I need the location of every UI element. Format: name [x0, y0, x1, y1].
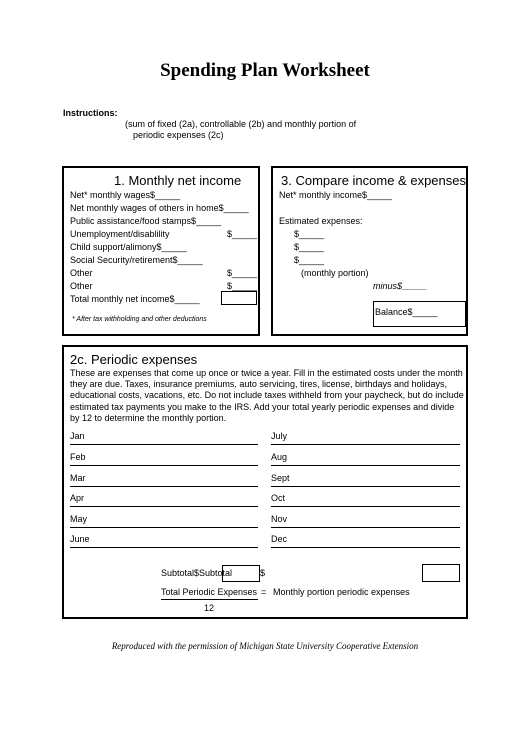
- after-tax-footnote: * After tax withholding and other deductions: [72, 316, 207, 323]
- month-line-oct[interactable]: [271, 506, 460, 507]
- month-line-june[interactable]: [70, 547, 258, 548]
- month-label-nov: Nov: [271, 514, 288, 524]
- other-income-field-1[interactable]: $_____: [227, 268, 258, 278]
- month-line-sept[interactable]: [271, 486, 460, 487]
- subtotal-label: Subtotal$Subtotal: [161, 568, 233, 578]
- month-line-aug[interactable]: [271, 465, 460, 466]
- unemployment-field[interactable]: $_____: [227, 229, 258, 239]
- total-periodic-label: Total Periodic Expenses: [161, 587, 258, 597]
- estimated-expense-field-3[interactable]: $_____: [294, 255, 325, 265]
- estimated-expenses-label: Estimated expenses:: [279, 216, 363, 226]
- equals-sign: =: [261, 587, 267, 597]
- monthly-income-box: [62, 166, 260, 336]
- month-label-mar: Mar: [70, 473, 86, 483]
- instructions-line-2: periodic expenses (2c): [133, 130, 224, 140]
- periodic-expenses-box: [62, 345, 468, 619]
- month-label-feb: Feb: [70, 452, 86, 462]
- month-line-feb[interactable]: [70, 465, 258, 466]
- estimated-expense-field-1[interactable]: $_____: [294, 229, 325, 239]
- month-line-mar[interactable]: [70, 486, 258, 487]
- month-label-may: May: [70, 514, 88, 524]
- periodic-description: These are expenses that come up once or twice a year. Fill in the estimated costs under the month they are due. Taxes, insurance premiums, auto servicing, tires, license, birthdays and holidays, educational costs, vacations, etc. Do not include taxes withheld from your paycheck, but do include estimated tax payments you make to the IRS. Add your total yearly periodic expenses and divide by 12 to determine the monthly portion.: [70, 368, 464, 423]
- others-wages-field[interactable]: Net monthly wages of others in home$_____: [70, 203, 249, 213]
- net-monthly-income-field[interactable]: Net* monthly income$_____: [279, 190, 393, 200]
- month-line-nov[interactable]: [271, 527, 460, 528]
- net-monthly-wages-field[interactable]: Net* monthly wages$_____: [70, 190, 181, 200]
- periodic-heading: 2c. Periodic expenses: [70, 352, 198, 367]
- month-line-may[interactable]: [70, 527, 258, 528]
- permission-footer: Reproduced with the permission of Michigan State University Cooperative Extension: [111, 641, 419, 651]
- social-security-field[interactable]: Social Security/retirement$_____: [70, 255, 203, 265]
- instructions-line-1: (sum of fixed (2a), controllable (2b) and monthly portion of: [125, 119, 357, 129]
- balance-field[interactable]: Balance$_____: [375, 307, 438, 317]
- total-income-box[interactable]: [221, 291, 257, 305]
- monthly-portion-periodic-label: Monthly portion periodic expenses: [273, 587, 410, 597]
- month-label-june: June: [70, 534, 90, 544]
- instructions-label: Instructions:: [63, 108, 118, 118]
- total-net-income-field[interactable]: Total monthly net income$_____: [70, 294, 200, 304]
- month-label-aug: Aug: [271, 452, 288, 462]
- month-line-apr[interactable]: [70, 506, 258, 507]
- minus-field[interactable]: minus$_____: [373, 281, 428, 291]
- subtotal-box-right[interactable]: [422, 564, 460, 582]
- division-line: [161, 599, 258, 600]
- compare-box: [271, 166, 468, 336]
- estimated-expense-field-2[interactable]: $_____: [294, 242, 325, 252]
- monthly-portion-label: (monthly portion): [301, 268, 369, 278]
- other-income-label-1: Other: [70, 268, 93, 278]
- page-title: Spending Plan Worksheet: [160, 60, 370, 81]
- other-income-label-2: Other: [70, 281, 93, 291]
- month-line-july[interactable]: [271, 444, 460, 445]
- child-support-field[interactable]: Child support/alimony$_____: [70, 242, 187, 252]
- month-label-oct: Oct: [271, 493, 286, 503]
- month-line-dec[interactable]: [271, 547, 460, 548]
- monthly-income-heading: 1. Monthly net income: [114, 173, 242, 188]
- month-label-apr: Apr: [70, 493, 85, 503]
- compare-heading: 3. Compare income & expenses: [281, 173, 466, 188]
- month-label-jan: Jan: [70, 431, 85, 441]
- other-income-field-2[interactable]: $_____: [227, 281, 258, 291]
- month-label-july: July: [271, 431, 288, 441]
- month-line-jan[interactable]: [70, 444, 258, 445]
- month-label-sept: Sept: [271, 473, 290, 483]
- public-assistance-field[interactable]: Public assistance/food stamps$_____: [70, 216, 222, 226]
- month-label-dec: Dec: [271, 534, 288, 544]
- subtotal-box-left[interactable]: [222, 565, 260, 582]
- divisor-12: 12: [204, 603, 215, 613]
- unemployment-label: Unemployment/disablility: [70, 229, 170, 239]
- subtotal-dollar: $: [260, 568, 266, 578]
